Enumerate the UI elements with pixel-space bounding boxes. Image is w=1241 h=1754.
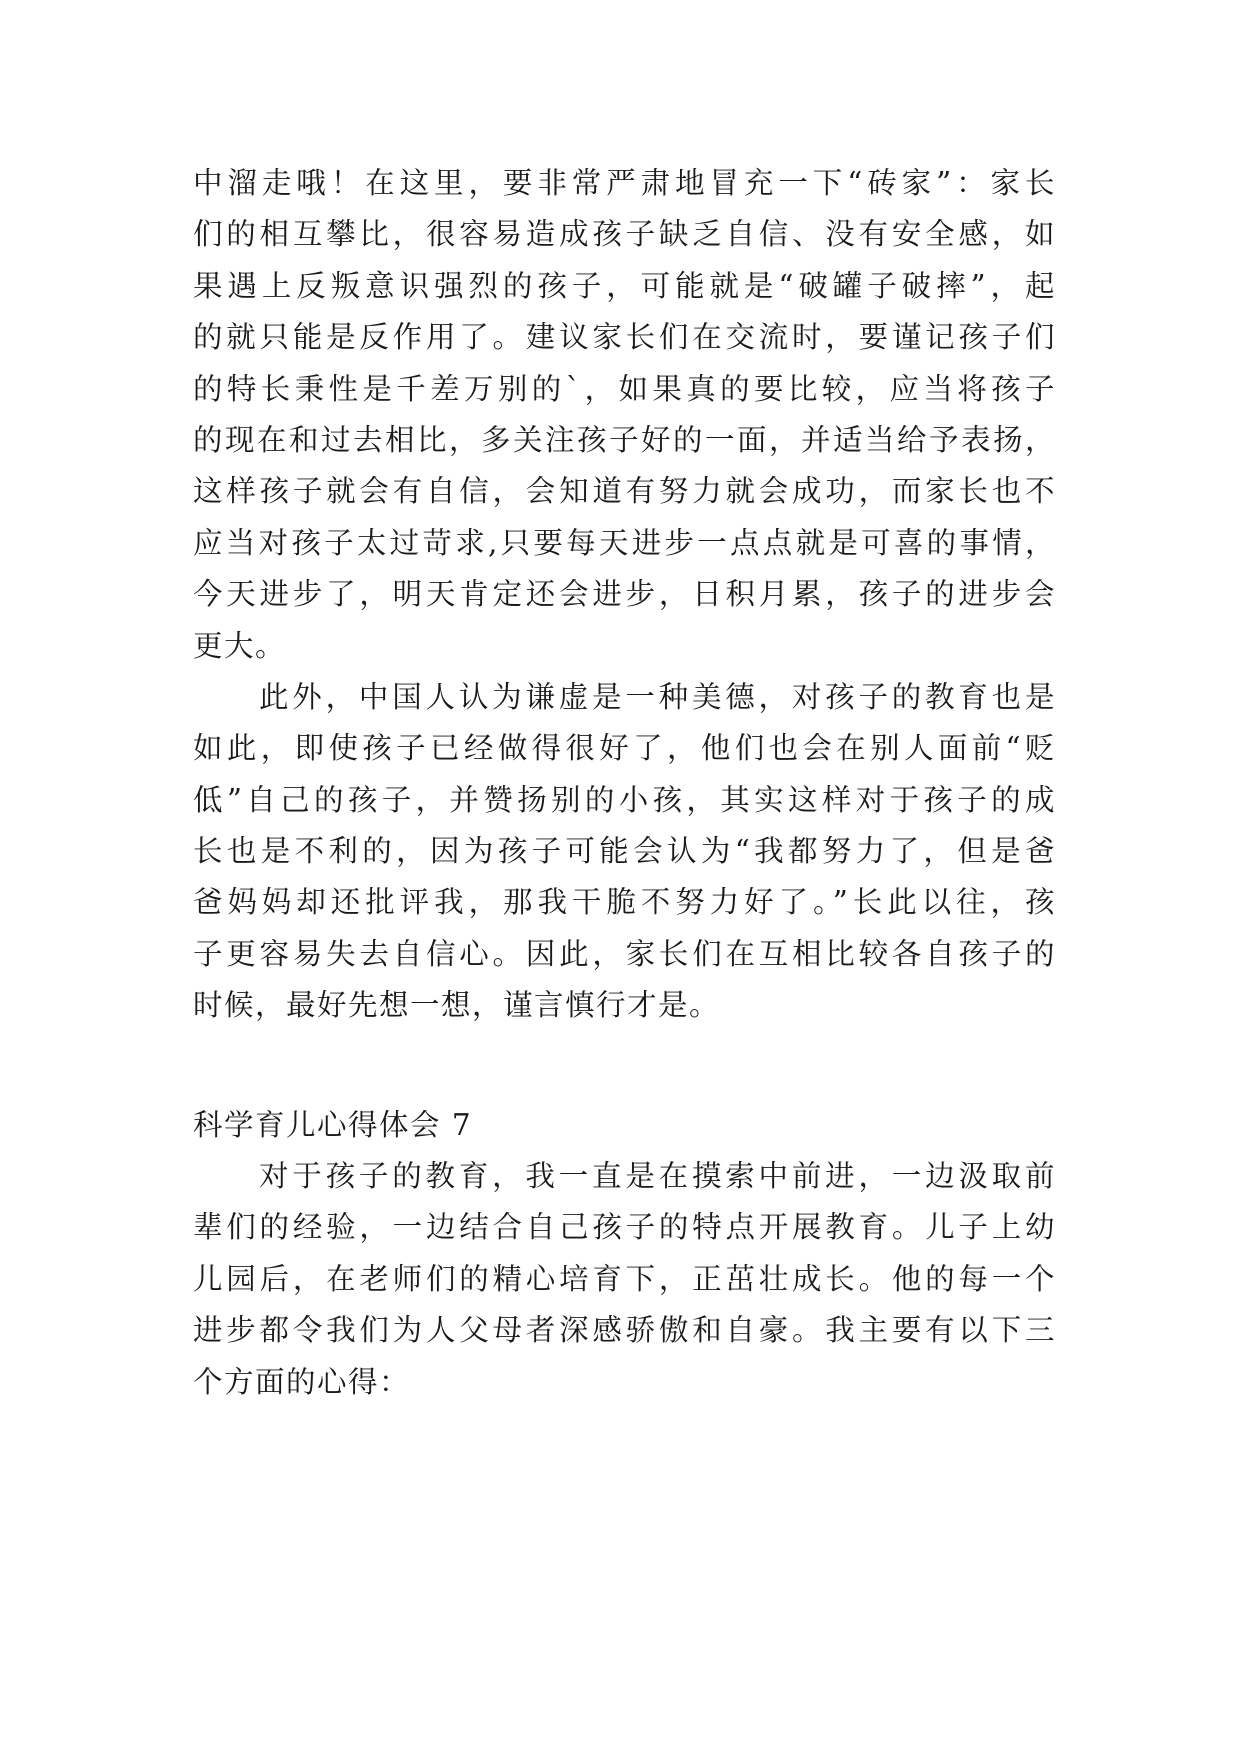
text-line: 个方面的心得： [193,1364,411,1399]
text-line: 今天进步了，明天肯定还会进步，日积月累，孩子的进步会 [193,577,1056,612]
text-line: 这样孩子就会有自信，会知道有努力就会成功，而家长也不 [193,474,1056,509]
text-line: 如此，即使孩子已经做得很好了，他们也会在别人面前“贬 [193,731,1056,766]
text-line: 子更容易失去自信心。因此，家长们在互相比较各自孩子的 [193,936,1056,971]
paragraph-2 [193,672,1056,1032]
text-line: 儿园后，在老师们的精心培育下，正茁壮成长。他的每一个 [193,1261,1056,1296]
section-heading: 科学育儿心得体会 7 [193,1107,473,1142]
text-line: 爸妈妈却还批评我，那我干脆不努力好了。”长此以往，孩 [193,885,1056,920]
paragraph-3 [193,1151,1056,1408]
text-line: 更大。 [193,628,287,663]
text-line: 应当对孩子太过苛求,只要每天进步一点点就是可喜的事情， [193,525,1056,560]
text-line: 们的相互攀比，很容易造成孩子缺乏自信、没有安全感，如 [193,217,1056,252]
section-spacer [193,1032,1056,1100]
text-line: 此外，中国人认为谦虚是一种美德，对孩子的教育也是 [259,679,1056,714]
text-line: 时候，最好先想一想，谨言慎行才是。 [193,988,721,1023]
text-line: 长也是不利的，因为孩子可能会认为“我都努力了，但是爸 [193,834,1056,869]
text-line: 低”自己的孩子，并赞扬别的小孩，其实这样对于孩子的成 [193,782,1056,817]
text-line: 的就只能是反作用了。建议家长们在交流时，要谨记孩子们 [193,320,1056,355]
text-line: 对于孩子的教育，我一直是在摸索中前进，一边汲取前 [259,1159,1056,1194]
text-line: 辈们的经验，一边结合自己孩子的特点开展教育。儿子上幼 [193,1210,1056,1245]
text-line: 进步都令我们为人父母者深感骄傲和自豪。我主要有以下三 [193,1313,1056,1348]
paragraph-1 [193,158,1056,672]
text-line: 的现在和过去相比，多关注孩子好的一面，并适当给予表扬， [193,422,1056,457]
document-body [193,158,1056,1408]
text-line: 果遇上反叛意识强烈的孩子，可能就是“破罐子破摔”，起 [193,268,1056,303]
text-line: 的特长秉性是千差万别的`，如果真的要比较，应当将孩子 [193,371,1056,406]
text-line: 中溜走哦！在这里，要非常严肃地冒充一下“砖家”：家长 [193,166,1056,200]
